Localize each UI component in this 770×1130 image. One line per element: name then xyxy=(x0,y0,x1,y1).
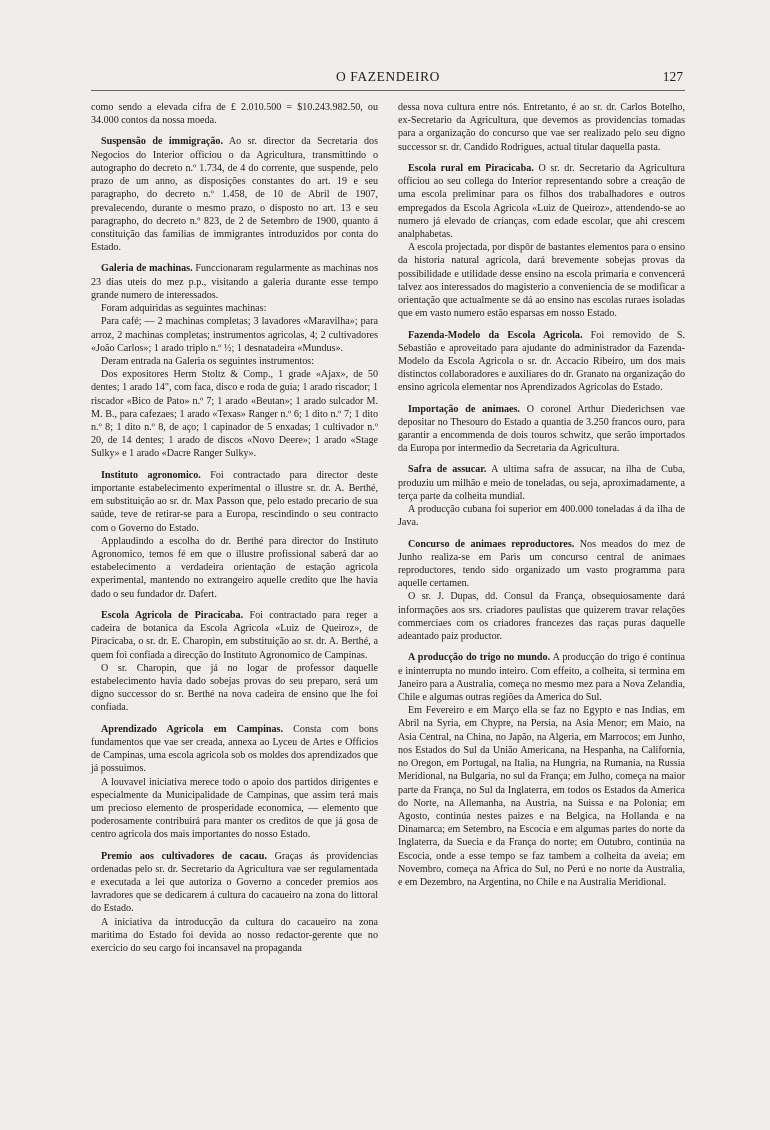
publication-title: O FAZENDEIRO xyxy=(335,69,441,84)
news-item-trigo xyxy=(398,651,685,704)
run-in-heading: Escola rural em Piracicaba. xyxy=(408,162,534,174)
run-in-heading: Fazenda-Modelo da Escola Agricola. xyxy=(408,329,583,341)
running-header xyxy=(91,66,685,88)
news-item-safra xyxy=(398,463,685,503)
news-text: A producção do trigo é continua e ininterrupta no mundo inteiro. Com effeito, a colheita, si termina em Janeiro para a Australia, começa no mesmo mez para a Nova Zelandia, Chile e algumas outras regiões da America do Sul. xyxy=(398,652,686,703)
run-in-heading: A producção do trigo no mundo. xyxy=(408,652,551,664)
paragraph: O sr. Charopin, que já no logar de professor daquelle estabelecimento havia dado sobejas provas do seu preparo, será um digno successor do sr. Berthé na nova cadeira de ensino que lhe foi confiada. xyxy=(91,662,378,714)
news-text: Ao sr. director da Secretaria dos Negocios do Interior officiou o da Agricultura, transmittindo o autographo do decreto n.º 1.734, de 4 do corrente, que suspende, pelo prazo de um anno, as disposições constantes do art. 19 e seu paragrapho, do decreto n.º 1.458, de 10 de Abril de 1907, prevalecendo, durante o mesmo prazo, o disposto no art. 13 e seu paragrapho, do decreto n.º 823, de 2 de Setembro de 1900, quanto á constituição das familias de immigrantes introduzidos por conta do Estado. xyxy=(91,136,378,254)
paragraph: A escola projectada, por dispôr de bastantes elementos para o ensino da historia natural agricola, dará brevemente sobejas provas da possibilidade e utilidade desse ensino na escola primaria e convencerá talvez aos interessados do magisterio a conveniencia de se modificar a orientação que actualmente se dá ao ensino nas escolas ruraes isoladas que em vasto numero estão esparsas em nosso Estado. xyxy=(398,242,685,320)
paragraph: Em Fevereiro e em Março ella se faz no Egypto e nas Indias, em Abril na Syria, em Chypre, na Persia, na Asia Menor; em Maio, na Asia Central, na China, no Japão, na Algeria, em Marrocos; em Junho, nos Estados do Sul da União Americana, na Hespanha, na California, no Oregon, em Portugal, na Italia, na Hungria, na Rumania, na Russia Meridional, na Bulgaria, no sul da França; em Julho, começa na maior parte da França, no Sul da Inglaterra, em todos os Estados da America do Norte, na Allemanha, na Austria, na Suissa e na Polonia; em Agosto, continúa nestes paizes e na Belgica, na Hollanda e na Dinamarca; em Setembro, na Escocia e em algumas partes do norte da Inglaterra, da Suecia e da França do norte; em Outubro, continúa na Escocia, onde a esse tempo se faz tambem a colheita da aveia; em Novembro, começa na Africa do Sul, no Perú e no norte da Australia, e em Dezembro, na Argentina, no Chile e na Australia Meridional. xyxy=(398,705,685,889)
paragraph: dessa nova cultura entre nós. Entretanto, é ao sr. dr. Carlos Botelho, ex-Secretario da Agricultura, que devemos as providencias tomadas para a organização do concurso que vae ser realizado pelo seu digno successor sr. dr. Candido Rodrigues, actual titular daquella pasta. xyxy=(398,102,685,153)
run-in-heading: Importação de animaes. xyxy=(408,403,520,415)
run-in-heading: Escola Agricola de Piracicaba. xyxy=(101,609,244,621)
paragraph: Deram entrada na Galeria os seguintes instrumentos: xyxy=(101,355,315,367)
paragraph: Foram adquiridas as seguintes machinas: xyxy=(101,303,267,315)
news-text: A ultima safra de assucar, na ilha de Cuba, produziu um milhão e meio de toneladas, ou seja, aproximadamente, a terça parte da colheita mundial. xyxy=(398,464,685,502)
news-text: Foi contractado para reger a cadeira de botanica da Escola Agricola «Luiz de Queiroz», de Piracicaba, o sr. dr. E. Charopin, em substituição ao sr. dr. A. Berthé, a quem foi confiada a direcção do Instituto Agronomico de Campinas. xyxy=(91,609,378,661)
run-in-heading: Aprendizado Agricola em Campinas. xyxy=(101,723,284,735)
news-text: O coronel Arthur Diederichsen vae depositar no Thesouro do Estado a quantia de 3.250 francos ouro, para garantir a encommenda de dois touros schwitz, que serão importados da Europa por intermedio da Secretaria da Agricultura. xyxy=(398,403,685,455)
news-item-escola-rural xyxy=(398,162,685,241)
right-column xyxy=(398,101,685,889)
paragraph: A producção cubana foi superior em 400.000 toneladas á da ilha de Java. xyxy=(398,504,685,529)
news-text: Foi contractado para director deste importante estabelecimento experimental o illustre sr. dr. A. Berthé, em substituição ao sr. dr. Max Passon que, pelo estado precario de sua saúde, teve de retirar-se para a Europa, rescindindo o seu contracto com o Governo do Estado. xyxy=(91,469,378,534)
paragraph: Dos expositores Herm Stoltz & Comp., 1 grade «Ajax», de 50 dentes; 1 arado 14", com faca, disco e roda de guia; 1 arado riscador; 1 riscador «Bico de Pato» n.º 7; 1 arado «Beutan»; 1 arado sulcador M. M. B., para cafezaes; 1 arado «Texas» Ranger n.º 6; 1 dito n.º 7; 1 dito n.º 8; 1 dito n.º 8, de aço; 1 capinador de 5 enxadas; 1 cultivador n.º 20, de 14 dentes; 1 arado de discos «Novo Deere»; 1 arado «Stage Sulky» e 1 arado «Dacre Ranger Sulky». xyxy=(91,369,378,460)
news-item-fazenda-modelo xyxy=(398,329,685,395)
news-item-concurso xyxy=(398,538,685,591)
run-in-heading: Concurso de animaes reproductores. xyxy=(408,538,575,550)
left-column xyxy=(91,101,378,955)
paragraph: Applaudindo a escolha do dr. Berthé para director do Instituto Agronomico, temos fé em que o illustre profissional saberá dar ao estabelecimento a verdadeira orientação de estação agricola experimental, mantendo no extrangeiro aquelle credito que lhe havia dado o seu fundador dr. Dafert. xyxy=(91,535,378,600)
run-in-heading: Galeria de machinas. xyxy=(101,263,193,275)
run-in-heading: Instituto agronomico. xyxy=(101,469,201,481)
run-in-heading: Suspensão de immigração. xyxy=(101,136,223,148)
news-text: Funccionaram regularmente as machinas nos 23 dias uteis do mez p.p., visitando a galeria durante esse tempo grande numero de interessados. xyxy=(91,263,378,301)
news-item-importacao xyxy=(398,403,685,456)
news-item-escola-piracicaba xyxy=(91,609,378,662)
paragraph: como sendo a elevada cifra de £ 2.010.500 = $10.243.982.50, ou 34.000 contos da nossa moeda. xyxy=(91,102,378,127)
news-text: O sr. dr. Secretario da Agricultura officiou ao seu collega do Interior representando sobre a creação de uma escola preliminar para os filhos dos trabalhadores e outros empregados da Escola Agricola «Luiz de Queiroz», attendendo-se ao numero já elevado de crianças, com edade escolar, que ahi crescem analphabetas. xyxy=(398,162,686,240)
news-item-suspensao xyxy=(91,135,378,254)
news-item-cacau xyxy=(91,850,378,916)
header-rule xyxy=(91,90,685,91)
news-item-galeria xyxy=(91,262,378,302)
paragraph: O sr. J. Dupas, dd. Consul da França, obsequiosamente dará informações aos srs. criadores paulistas que quizerem travar relações commerciaes com os criadores francezes das raças puras daquelle adeantado paiz productor. xyxy=(398,591,685,643)
news-item-aprendizado xyxy=(91,723,378,776)
paragraph: A louvavel iniciativa merece todo o apoio dos partidos dirigentes e especialmente da Municipalidade de Campinas, que assim terá mais um precioso elemento de prosperidade economica, — elemento que poderosamente contribuirá para manter os creditos de que já gosa de centro agricola dos mais importantes do nosso Estado. xyxy=(91,776,378,841)
news-text: Graças ás providencias ordenadas pelo sr. dr. Secretario da Agricultura vae ser regulamentada e executada a lei que autoriza o Governo a conceder premios aos lavradores que se dedicarem á cultura do cacaueiro na zona do littoral do Estado. xyxy=(91,850,378,915)
run-in-heading: Premio aos cultivadores de cacau. xyxy=(101,850,267,862)
news-item-instituto xyxy=(91,469,378,535)
paragraph: A iniciativa da introducção da cultura do cacaueiro na zona maritima do Estado foi devida ao nosso redactor-gerente que no exercicio do seu cargo foi incansavel na propaganda xyxy=(91,916,378,955)
page-number: 127 xyxy=(662,69,683,84)
news-text: Foi removido de S. Sebastião e aproveitado para ajudante do administrador da Fazenda-Modelo da Escola Agricola o sr. dr. Accacio Ribeiro, um dos mais distinctos collaboradores e auxiliares do dr. Granato na organização do ensino agricola elementar nos Aprendizados Agricolas do Estado. xyxy=(398,329,685,394)
paragraph: Para café; — 2 machinas completas; 3 lavadores «Maravilha»; para arroz, 2 machinas completas; instrumentos agricolas, 4; 2 cultivadores «João Carlos»; 1 arado triplo n.º ½; 1 desnatadeira «Mundus». xyxy=(91,316,378,354)
news-text: Nos meados do mez de Junho realiza-se em Paris um concurso central de animaes reproductores, tendo sido organizado um vasto programma para aquelle certamen. xyxy=(398,538,685,590)
run-in-heading: Safra de assucar. xyxy=(408,464,487,476)
news-text: Consta com bons fundamentos que vae ser creada, annexa ao Lyceu de Artes e Officios de Campinas, uma escola agricola sob os moldes dos aprendizados que já possuimos. xyxy=(91,723,379,775)
